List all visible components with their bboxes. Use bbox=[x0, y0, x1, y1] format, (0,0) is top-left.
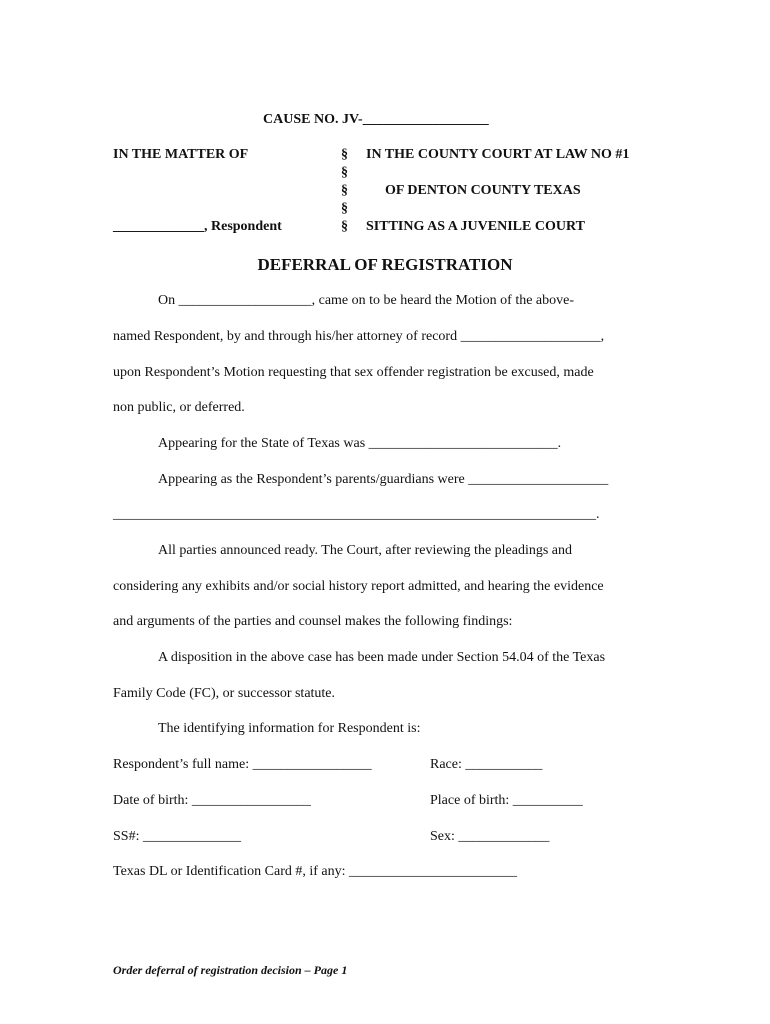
body-line: considering any exhibits and/or social history report admitted, and hearing the evidence bbox=[113, 579, 604, 594]
body-line: named Respondent, by and through his/her attorney of record ____________________, bbox=[113, 329, 605, 344]
body-line: Family Code (FC), or successor statute. bbox=[113, 686, 336, 701]
drivers-license-field: Texas DL or Identification Card #, if any: ________________________ bbox=[113, 864, 518, 879]
parents-line: Appearing as the Respondent’s parents/guardians were ____________________ bbox=[158, 472, 609, 487]
court-name-line-1: IN THE COUNTY COURT AT LAW NO #1 bbox=[366, 147, 630, 162]
body-line: All parties announced ready. The Court, after reviewing the pleadings and bbox=[158, 543, 573, 558]
section-symbol: § bbox=[341, 201, 348, 216]
parents-line-continued: _____________________________________________________________________. bbox=[113, 507, 600, 522]
section-symbol: § bbox=[341, 165, 348, 180]
page-footer: Order deferral of registration decision – Page 1 bbox=[113, 963, 348, 977]
body-line: On ___________________, came on to be heard the Motion of the above- bbox=[158, 293, 575, 308]
body-line: upon Respondent’s Motion requesting that sex offender registration be excused, made bbox=[113, 365, 594, 380]
sex-field: Sex: _____________ bbox=[430, 829, 550, 844]
race-field: Race: ___________ bbox=[430, 757, 543, 772]
date-of-birth-field: Date of birth: _________________ bbox=[113, 793, 311, 808]
body-line: A disposition in the above case has been made under Section 54.04 of the Texas bbox=[158, 650, 606, 665]
ss-number-field: SS#: ______________ bbox=[113, 829, 241, 844]
court-name-line-3: SITTING AS A JUVENILE COURT bbox=[366, 219, 585, 234]
cause-number: CAUSE NO. JV-__________________ bbox=[263, 112, 489, 127]
matter-of-label: IN THE MATTER OF bbox=[113, 147, 249, 162]
document-title: DEFERRAL OF REGISTRATION bbox=[257, 255, 513, 274]
section-symbol: § bbox=[341, 183, 348, 198]
state-attorney-line: Appearing for the State of Texas was ___________________________. bbox=[158, 436, 562, 451]
section-symbol: § bbox=[341, 219, 348, 234]
body-line: and arguments of the parties and counsel makes the following findings: bbox=[113, 614, 513, 629]
section-symbol: § bbox=[341, 147, 348, 162]
place-of-birth-field: Place of birth: __________ bbox=[430, 793, 583, 808]
respondent-line: _____________, Respondent bbox=[113, 219, 282, 234]
body-line: non public, or deferred. bbox=[113, 400, 245, 415]
full-name-field: Respondent’s full name: _________________ bbox=[113, 757, 372, 772]
body-line: The identifying information for Respondent is: bbox=[158, 721, 421, 736]
court-name-line-2: OF DENTON COUNTY TEXAS bbox=[385, 183, 581, 198]
